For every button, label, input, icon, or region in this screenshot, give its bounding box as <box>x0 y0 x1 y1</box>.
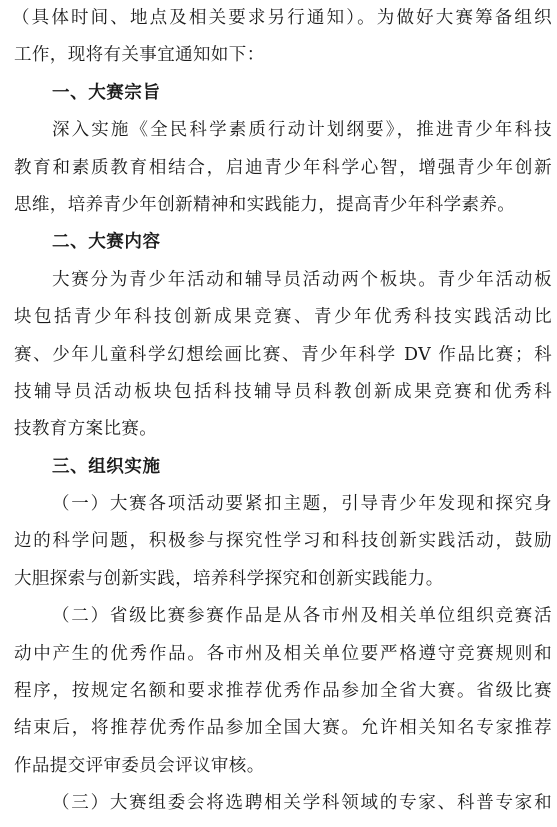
content-line-1: 大赛分为青少年活动和辅导员活动两个板块。青少年活动板 <box>52 269 552 290</box>
org-p1-line-3: 大胆探索与创新实践，培养科学探究和创新实践能力。 <box>14 568 444 589</box>
section-heading-content: 二、大赛内容 <box>52 232 161 253</box>
org-p3-line-1: （三）大赛组委会将选聘相关学科领域的专家、科普专家和 <box>52 793 552 814</box>
org-p2-line-5: 作品提交评审委员会评议审核。 <box>14 755 265 776</box>
org-p2-line-1: （二）省级比赛参赛作品是从各市州及相关单位组织竞赛活 <box>52 606 552 627</box>
org-p1-line-2: 边的科学问题，积极参与探究性学习和科技创新实践活动，鼓励 <box>14 531 552 552</box>
purpose-line-2: 教育和素质教育相结合，启迪青少年科学心智，增强青少年创新 <box>14 157 552 178</box>
intro-line-1: （具体时间、地点及相关要求另行通知）。为做好大赛筹备组织 <box>12 8 552 28</box>
section-heading-purpose: 一、大赛宗旨 <box>52 82 161 103</box>
content-line-5: 技教育方案比赛。 <box>14 419 158 440</box>
purpose-line-3: 思维，培养青少年创新精神和实践能力，提高青少年科学素养。 <box>14 194 516 215</box>
content-line-3: 赛、少年儿童科学幻想绘画比赛、青少年科学 DV 作品比赛；科 <box>14 344 552 365</box>
intro-line-2: 工作，现将有关事宜通知如下： <box>14 45 265 66</box>
purpose-line-1: 深入实施《全民科学素质行动计划纲要》，推进青少年科技 <box>52 120 552 141</box>
section-heading-organization: 三、组织实施 <box>52 456 161 477</box>
content-line-2: 块包括青少年科技创新成果竞赛、青少年优秀科技实践活动比 <box>14 307 552 328</box>
org-p2-line-2: 动中产生的优秀作品。各市州及相关单位要严格遵守竞赛规则和 <box>14 643 552 664</box>
content-line-4: 技辅导员活动板块包括科技辅导员科教创新成果竞赛和优秀科 <box>14 381 552 402</box>
org-p2-line-3: 程序，按规定名额和要求推荐优秀作品参加全省大赛。省级比赛 <box>14 681 552 702</box>
org-p1-line-1: （一）大赛各项活动要紧扣主题，引导青少年发现和探究身 <box>52 494 552 515</box>
org-p2-line-4: 结束后，将推荐优秀作品参加全国大赛。允许相关知名专家推荐 <box>14 718 552 739</box>
document-page <box>14 0 552 823</box>
